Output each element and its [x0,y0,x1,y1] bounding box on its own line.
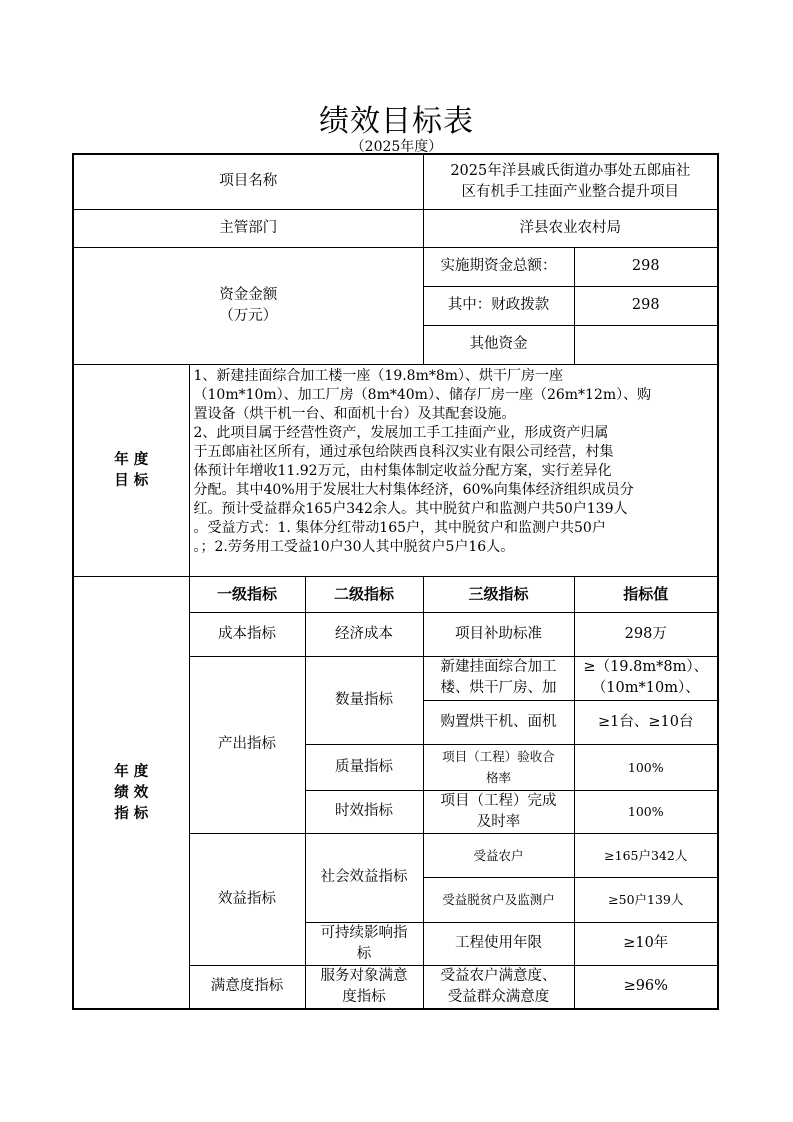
quality-level3-line1: 项目（工程）验收合 [442,749,555,764]
quantity-row1-value-line2: （10m*10m）、 [591,680,700,696]
goal-line: 置设备（烘干机一台、和面机十台）及其配套设施。 [193,405,516,422]
quality-level3 [423,744,574,790]
annual-goal-label-line1: 年 度 [114,451,149,468]
quantity-row1-value-line1: ≥（19.8m*8m）、 [583,659,709,675]
project-name-label: 项目名称 [73,154,423,209]
project-name-row [73,154,718,209]
goal-line: 体预计年增收11.92万元，由村集体制定收益分配方案，实行差异化 [193,462,612,479]
department-value: 洋县农业农村局 [423,209,718,247]
social-row2-level3: 受益脱贫户及监测户 [423,877,574,922]
quantity-row1-level3-line1: 新建挂面综合加工 [440,659,557,675]
social-level2: 社会效益指标 [305,833,423,922]
page-subtitle: （2025年度） [350,139,443,155]
output-level1: 产出指标 [189,656,305,833]
quantity-row1-value [574,656,718,700]
funds-label-line1: 资金金额 [219,286,278,303]
indicators-label-line2: 绩 效 [114,783,149,801]
cost-level2: 经济成本 [305,612,423,656]
annual-goal-label [73,364,189,576]
annual-goal-text [189,364,718,576]
sustain-level3: 工程使用年限 [423,922,574,965]
performance-target-table [72,153,719,1010]
satisfaction-level1: 满意度指标 [189,965,305,1009]
quantity-row1-level3-line2: 楼、烘干厂房、加 [440,680,557,696]
cost-level1: 成本指标 [189,612,305,656]
satisfaction-level3 [423,965,574,1009]
department-row [73,209,718,247]
goal-line: 。受益方式：1. 集体分红带动165户，其中脱贫户和监测户共50户 [193,519,606,536]
funds-label [73,247,423,364]
department-label: 主管部门 [73,209,423,247]
timeliness-level2: 时效指标 [305,790,423,833]
quality-level2: 质量指标 [305,744,423,790]
social-row1-value: ≥165户342人 [574,833,718,877]
page-title: 绩效目标表 [319,104,474,139]
funds-fiscal-value: 298 [574,286,718,325]
project-name-value [423,154,718,209]
indicators-label-line1: 年 度 [114,762,149,780]
indicator-header-row [73,576,718,612]
funds-other-value [574,325,718,364]
funds-total-value: 298 [574,247,718,286]
cost-value: 298万 [574,612,718,656]
benefit-level1: 效益指标 [189,833,305,965]
goal-line: 分配。其中40%用于发展壮大村集体经济，60%向集体经济组织成员分 [193,481,634,498]
satisfaction-level2-line2: 度指标 [342,988,386,1005]
funds-label-line2: （万元） [219,307,278,324]
satisfaction-level3-line2: 受益群众满意度 [447,988,550,1005]
quality-value: 100% [574,744,718,790]
satisfaction-value: ≥96% [574,965,718,1009]
header-value: 指标值 [574,576,718,612]
sustain-value: ≥10年 [574,922,718,965]
timeliness-level3 [423,790,574,833]
funds-total-label: 实施期资金总额： [423,247,574,286]
goal-line: （10m*10m）、加工厂房（8m*40m）、储存厂房一座（26m*12m）、购 [193,386,652,403]
quantity-row1-level3 [423,656,574,700]
goal-line: 1、新建挂面综合加工楼一座（19.8m*8m）、烘干厂房一座 [193,367,564,384]
timeliness-level3-line1: 项目（工程）完成 [440,792,557,809]
funds-fiscal-label: 其中：财政拨款 [423,286,574,325]
satisfaction-level2 [305,965,423,1009]
annual-goal-row [73,364,718,576]
sustain-level2-line1: 可持续影响指 [320,924,408,941]
goal-line: 。；2.劳务用工受益10户30人其中脱贫户5户16人。 [193,538,515,555]
satisfaction-level2-line1: 服务对象满意 [320,967,408,984]
funds-other-label: 其他资金 [423,325,574,364]
header-level2: 二级指标 [305,576,423,612]
funds-total-row [73,247,718,286]
cost-level3: 项目补助标准 [423,612,574,656]
sustain-level2-line2: 标 [356,945,372,962]
annual-goal-label-line2: 目 标 [114,472,149,489]
social-row2-value: ≥50户139人 [574,877,718,922]
sustain-level2 [305,922,423,965]
satisfaction-level3-line1: 受益农户满意度、 [440,967,557,984]
quantity-row2-level3: 购置烘干机、面机 [423,700,574,744]
quantity-row2-value: ≥1台、≥10台 [574,700,718,744]
quantity-level2: 数量指标 [305,656,423,744]
timeliness-level3-line2: 及时率 [476,813,521,830]
indicators-label [73,576,189,1009]
timeliness-value: 100% [574,790,718,833]
header-level3: 三级指标 [423,576,574,612]
goal-line: 红。预计受益群众165户342余人。其中脱贫户和监测户共50户139人 [193,500,628,517]
indicators-label-line3: 指 标 [114,804,149,822]
project-name-line1: 2025年洋县戚氏街道办事处五郎庙社 [450,162,691,179]
social-row1-level3: 受益农户 [423,833,574,877]
goal-line: 2、此项目属于经营性资产，发展加工手工挂面产业，形成资产归属 [193,424,609,441]
goal-line: 于五郎庙社区所有，通过承包给陕西良科汉实业有限公司经营，村集 [193,443,614,460]
header-level1: 一级指标 [189,576,305,612]
quality-level3-line2: 格率 [486,770,512,785]
project-name-line2: 区有机手工挂面产业整合提升项目 [461,183,680,200]
